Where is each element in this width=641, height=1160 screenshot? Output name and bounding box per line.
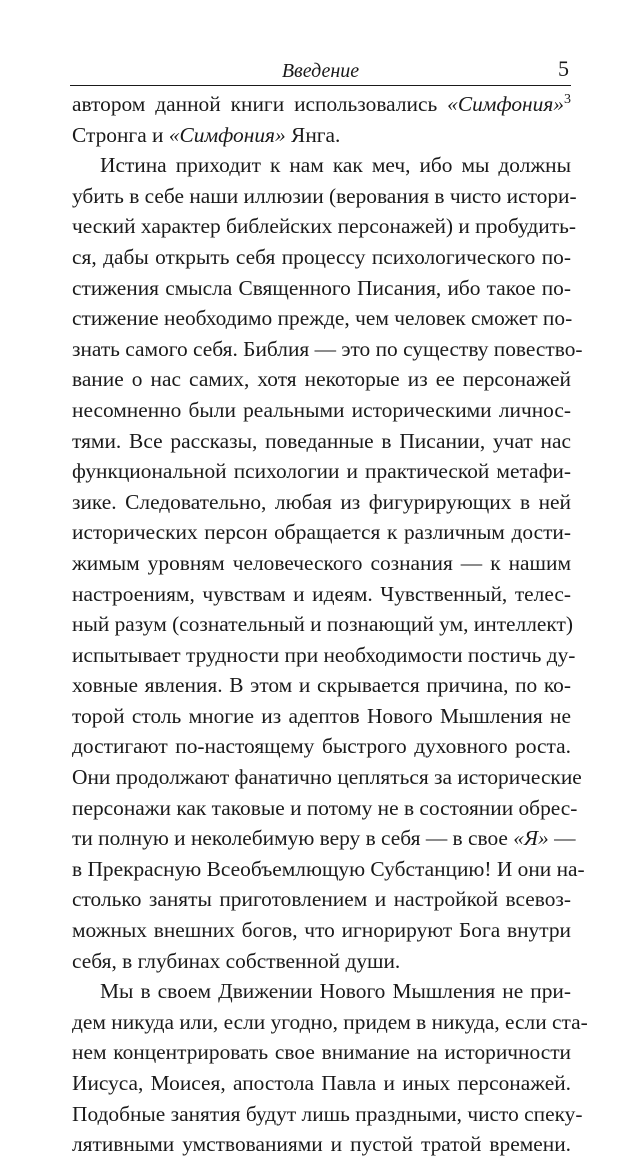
text-line	[72, 1129, 571, 1160]
text-segment: «Симфония»	[168, 122, 286, 147]
text-line	[72, 181, 577, 212]
text-segment: в Прекрасную Всеобъемлющую Субстанцию! И они на-	[72, 856, 585, 881]
text-line	[72, 150, 571, 181]
text-segment: персонажи как таковые и потому не в состоянии обрес-	[72, 795, 578, 820]
text-line	[72, 395, 571, 426]
text-segment: убить в себе наши иллюзии (верования в чисто истори-	[72, 183, 577, 208]
text-segment: дем никуда или, если угодно, придем в никуда, если ста-	[72, 1009, 588, 1034]
text-line	[72, 670, 571, 701]
text-segment: Подобные занятия будут лишь праздными, чисто спеку-	[72, 1101, 583, 1126]
text-segment: торой столь многие из адептов Нового Мышления не	[72, 703, 571, 728]
text-segment: стижение необходимо прежде, чем человек сможет по-	[72, 306, 573, 331]
text-segment: нем концентрировать свое внимание на историчности	[72, 1040, 571, 1065]
text-segment: достигают по-настоящему быстрого духовного роста.	[72, 734, 571, 759]
text-segment: ся, дабы открыть себя процессу психологического по-	[72, 244, 571, 269]
text-line	[72, 426, 571, 457]
text-segment: ти полную и неколебимую веру в себя — в свое	[72, 826, 514, 851]
text-line	[72, 1099, 583, 1130]
text-line	[72, 609, 571, 640]
text-line	[72, 946, 571, 977]
text-line	[72, 579, 571, 610]
text-line	[72, 303, 571, 334]
running-header	[70, 56, 571, 84]
text-line	[72, 487, 571, 518]
text-line	[72, 120, 571, 151]
text-segment: зике. Следовательно, любая из фигурирующих в ней	[72, 489, 571, 514]
text-segment: столько заняты приготовлением и настройкой всевоз-	[72, 887, 571, 912]
text-segment: Стронга и	[72, 122, 169, 147]
text-line	[72, 89, 571, 120]
text-line	[72, 884, 571, 915]
text-segment: ный разум (сознательный и познающий ум, интеллект)	[72, 612, 573, 637]
body-text	[72, 89, 588, 1160]
text-line	[72, 548, 571, 579]
text-segment: «Я»	[513, 826, 549, 851]
text-line	[72, 976, 571, 1007]
text-line	[72, 731, 571, 762]
text-segment: себя, в глубинах собственной души.	[72, 948, 401, 973]
text-line	[72, 242, 571, 273]
text-segment: функциональной психологии и практической метафи-	[72, 459, 571, 484]
text-segment: Мы в своем Движении Нового Мышления не при-	[100, 979, 571, 1004]
text-segment: Они продолжают фанатично цепляться за исторические	[72, 765, 582, 790]
text-segment: жимым уровням человеческого сознания — к нашим	[72, 550, 571, 575]
text-line	[72, 273, 571, 304]
text-line	[72, 640, 576, 671]
page-number: 5	[558, 56, 569, 81]
text-line	[72, 364, 571, 395]
text-line	[72, 1068, 571, 1099]
footnote-ref: 3	[564, 92, 571, 107]
text-line	[72, 793, 578, 824]
text-line	[72, 211, 576, 242]
text-line	[72, 517, 571, 548]
text-segment: знать самого себя. Библия — это по существу повество-	[72, 336, 583, 361]
chapter-title: Введение	[281, 60, 360, 82]
text-segment: Янга.	[285, 122, 341, 147]
text-line	[72, 823, 576, 854]
header-rule	[70, 85, 571, 86]
text-segment: вание о нас самих, хотя некоторые из ее персонажей	[72, 367, 571, 392]
text-line	[72, 1007, 588, 1038]
text-segment: несомненно были реальными историческими личнос-	[72, 397, 571, 422]
text-line	[72, 701, 571, 732]
text-line	[72, 854, 585, 885]
text-line	[72, 762, 582, 793]
text-line	[72, 456, 571, 487]
text-segment: настроениям, чувствам и идеям. Чувственный, телес-	[72, 581, 571, 606]
text-segment: лятивными умствованиями и пустой тратой времени.	[72, 1132, 571, 1157]
text-segment: автором данной книги использовались	[72, 92, 448, 116]
text-segment: ховные явления. В этом и скрывается причина, по ко-	[72, 673, 571, 698]
text-segment: можных внешних богов, что игнорируют Бога внутри	[72, 918, 571, 943]
text-line	[72, 915, 571, 946]
text-line	[72, 1037, 571, 1068]
text-segment: стижения смысла Священного Писания, ибо такое по-	[72, 275, 571, 300]
text-segment: исторических персон обращается к различным дости-	[72, 520, 571, 545]
text-segment: испытывает трудности при необходимости постичь ду-	[72, 642, 576, 667]
text-segment: Истина приходит к нам как меч, ибо мы должны	[100, 153, 571, 178]
text-segment: ческий характер библейских персонажей) и пробудить-	[72, 214, 576, 239]
text-segment: тями. Все рассказы, поведанные в Писании, учат нас	[72, 428, 571, 453]
text-segment: —	[548, 826, 576, 851]
text-segment: «Симфония»	[447, 92, 564, 116]
text-line	[72, 334, 583, 365]
text-segment: Иисуса, Моисея, апостола Павла и иных персонажей.	[72, 1071, 571, 1095]
